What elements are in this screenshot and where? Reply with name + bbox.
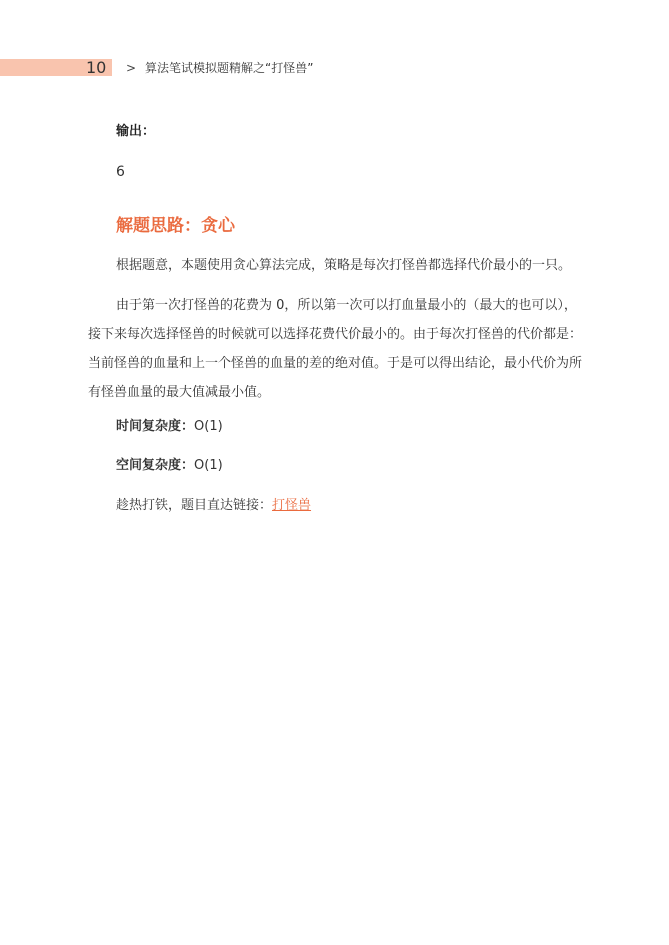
paragraph-strategy [88, 251, 582, 280]
paragraph-strategy-text: 根据题意，本题使用贪心算法完成，策略是每次打怪兽都选择代价最小的一只。 [116, 258, 572, 273]
space-complexity-label: 空间复杂度： [116, 458, 195, 473]
output-label: 输出： [116, 124, 156, 139]
time-complexity [116, 417, 223, 437]
time-complexity-value: O(1) [194, 419, 223, 434]
problem-link-line [116, 496, 311, 516]
problem-link[interactable]: 打怪兽 [272, 498, 312, 513]
space-complexity-value: O(1) [194, 458, 223, 473]
page-number: 10 [86, 58, 107, 77]
output-value: 6 [116, 164, 125, 180]
paragraph-reasoning-text: 由于第一次打怪兽的花费为 0，所以第一次可以打血量最小的（最大的也可以），接下来每次选择怪兽的时候就可以选择花费代价最小的。由于每次打怪兽的代价都是：当前怪兽的血量和上一个怪兽的血量的差的绝对值。于是可以得出结论，最小代价为所有怪兽血量的最大值减最小值。 [88, 298, 583, 400]
paragraph-reasoning [88, 291, 582, 407]
problem-link-prefix: 趁热打铁，题目直达链接： [116, 498, 273, 513]
section-heading: 解题思路：贪心 [116, 216, 235, 236]
space-complexity [116, 456, 223, 476]
header-separator: > [126, 61, 137, 75]
time-complexity-label: 时间复杂度： [116, 419, 195, 434]
running-header-title: 算法笔试模拟题精解之“打怪兽” [145, 61, 314, 75]
